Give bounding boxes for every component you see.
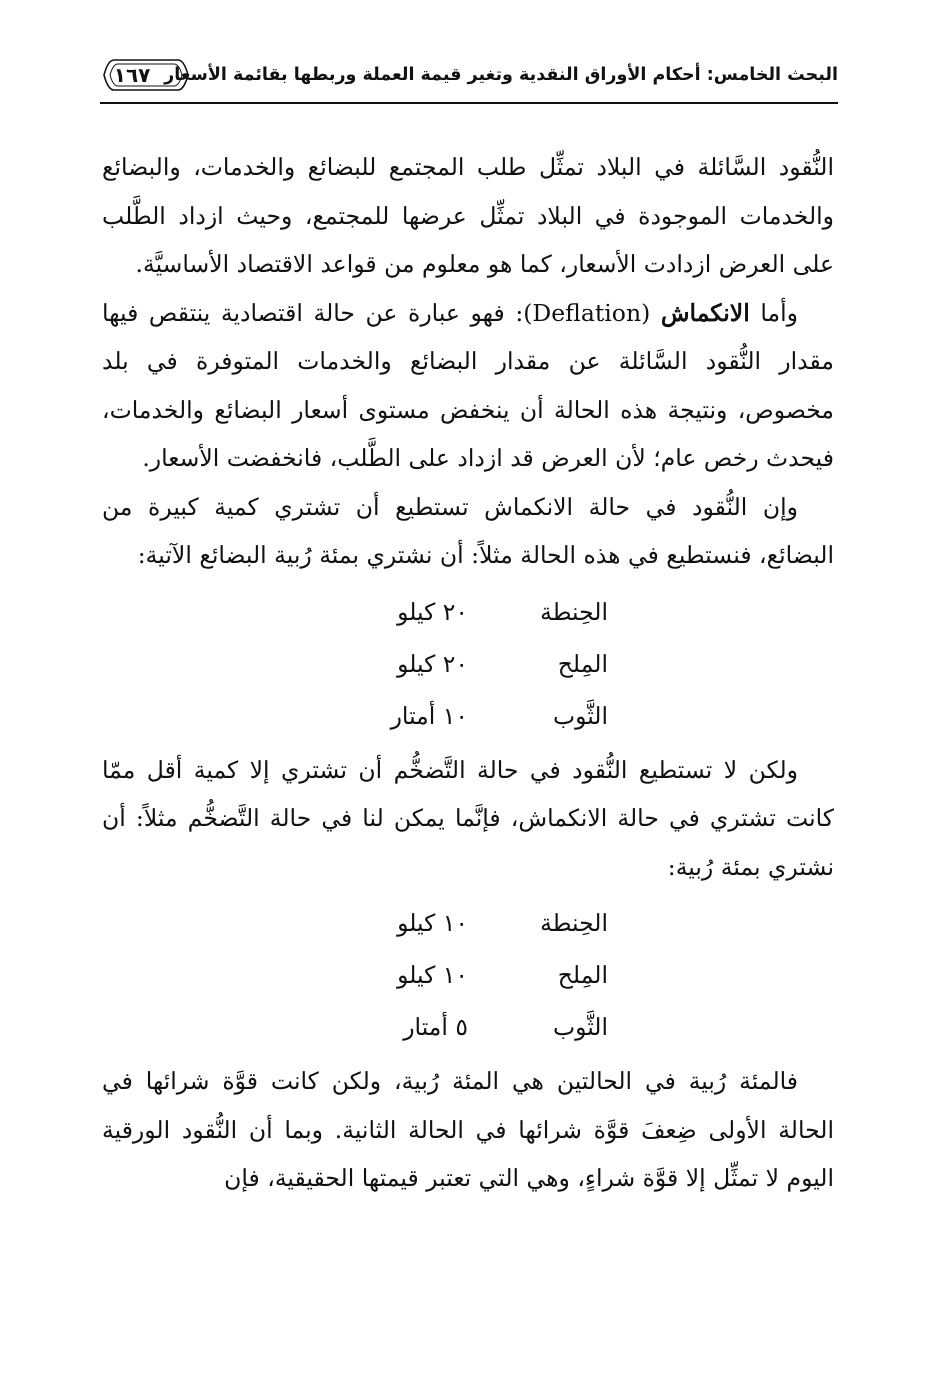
item-quantity: ٢٠ كيلو — [397, 649, 468, 678]
item-name: المِلح — [557, 961, 608, 989]
item-name: المِلح — [557, 649, 608, 678]
item-name: الثَّوب — [552, 701, 608, 730]
list-item — [102, 949, 834, 1001]
item-quantity: ٥ أمتار — [403, 1013, 468, 1041]
item-quantity: ١٠ أمتار — [390, 701, 468, 730]
item-name: الحِنطة — [540, 597, 608, 626]
list-item — [102, 586, 834, 638]
paragraph-1: النُّقود السَّائلة في البلاد تمثِّل طلب المجتمع للبضائع والخدمات، والبضائع والخدمات الموجودة في البلاد تمثِّل عرضها للمجتمع، وحيث ازداد الطَّلب على العرض ازدادت الأسعار، كما هو معلوم من قواعد الاقتصاد الأساسيَّة. — [102, 153, 834, 278]
item-quantity: ١٠ كيلو — [397, 909, 468, 937]
list-item — [102, 1001, 834, 1053]
list-item — [102, 638, 834, 690]
deflation-goods-list — [102, 586, 834, 742]
paragraph-2-rest: : فهو عبارة عن حالة اقتصادية ينتقص فيها مقدار النُّقود السَّائلة عن مقدار البضائع والخدمات المتوفرة في بلد مخصوص، ونتيجة هذه الحالة أن ينخفض مستوى أسعار البضائع والخدمات، فيحدث رخص عام؛ لأن العرض قد ازداد على الطَّلب، فانخفضت الأسعار. — [102, 298, 834, 472]
item-name: الحِنطة — [540, 909, 608, 937]
paragraph-5: فالمئة رُبية في الحالتين هي المئة رُبية، ولكن كانت قوَّة شرائها في الحالة الأولى ضِعفَ قوَّة شرائها في الحالة الثانية. وبما أن النُّقود الورقية اليوم لا تمثِّل إلا قوَّة شراءٍ، وهي التي تعتبر قيمتها الحقيقية، فإن — [102, 1067, 834, 1192]
list-item — [102, 690, 834, 742]
paragraph-2 — [102, 289, 834, 483]
running-header — [100, 52, 838, 104]
page-number: ١٦٧ — [113, 63, 151, 87]
paragraph-3: وإن النُّقود في حالة الانكماش تستطيع أن تشتري كمية كبيرة من البضائع، فنستطيع في هذه الحالة مثلاً: أن نشتري بمئة رُبية البضائع الآتية: — [102, 492, 834, 569]
chapter-title: البحث الخامس: أحكام الأوراق النقدية وتغير قيمة العملة وربطها بقائمة الأسعار — [164, 65, 838, 85]
term-deflation: الانكماش — [660, 298, 750, 327]
page-number-badge — [100, 56, 164, 94]
inflation-goods-list — [102, 897, 834, 1053]
item-name: الثَّوب — [552, 1013, 608, 1041]
body-text — [102, 143, 834, 1203]
paragraph-4: ولكن لا تستطيع النُّقود في حالة التَّضخُّم أن تشتري إلا كمية أقل ممّا كانت تشتري في حالة الانكماش، فإنَّما يمكن لنا في حالة التَّضخُّم مثلاً: أن نشتري بمئة رُبية: — [102, 755, 834, 881]
term-deflation-latin: (Deflation) — [523, 298, 651, 327]
paragraph-2-lead: وأما — [760, 298, 798, 327]
item-quantity: ١٠ كيلو — [397, 961, 468, 989]
item-quantity: ٢٠ كيلو — [397, 597, 468, 626]
list-item — [102, 897, 834, 949]
